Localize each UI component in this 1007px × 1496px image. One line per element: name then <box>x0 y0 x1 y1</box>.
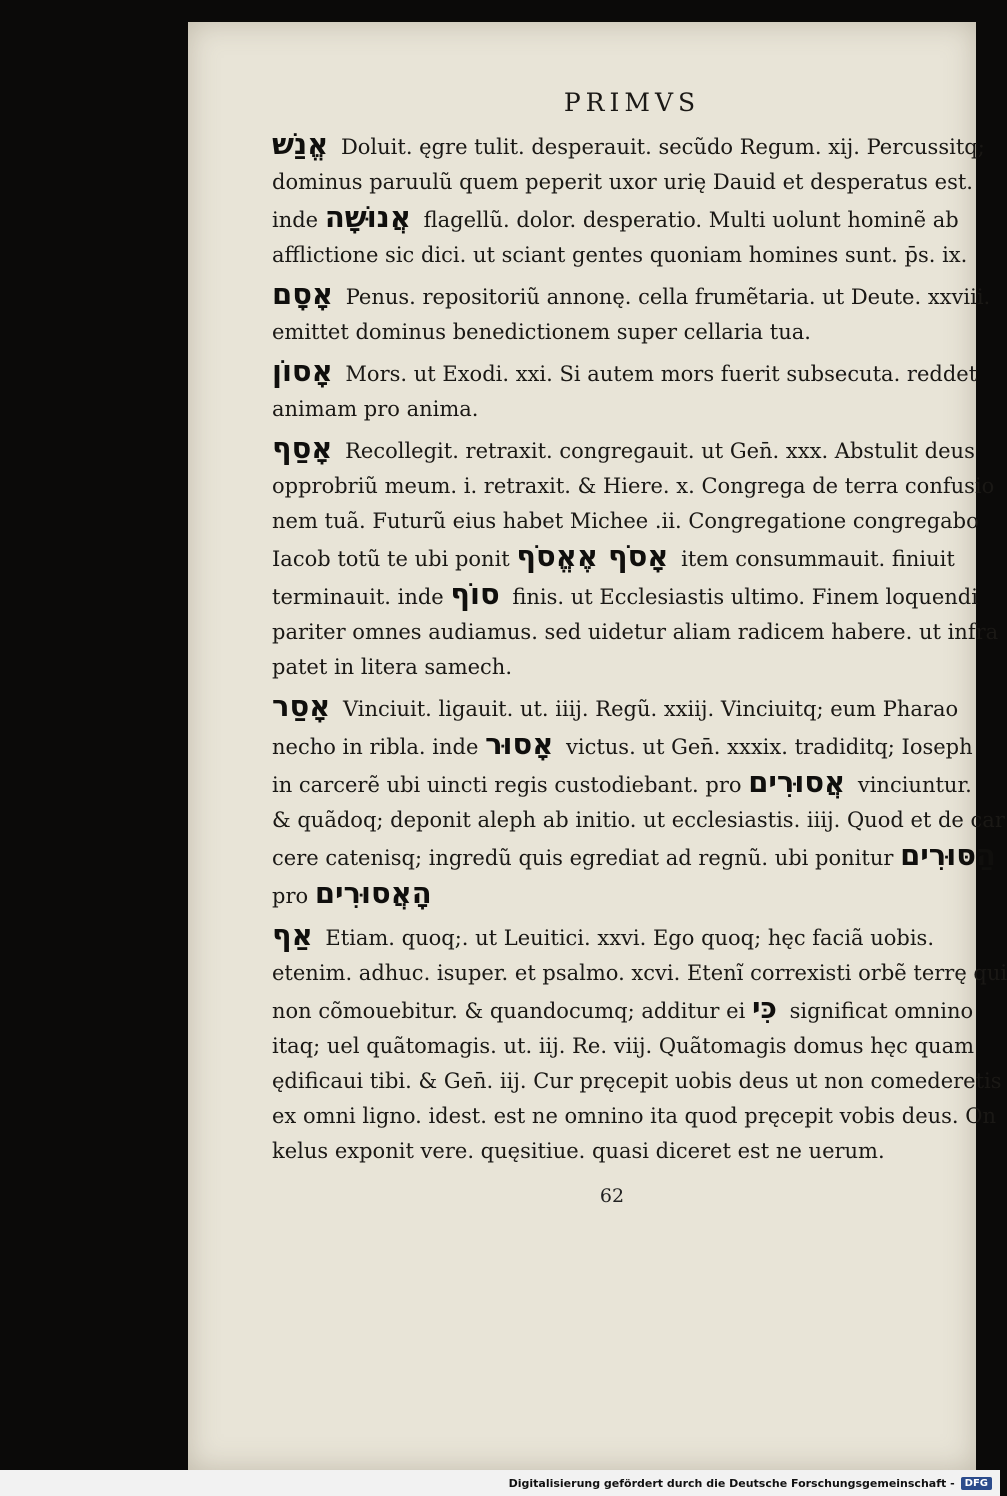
text-line <box>272 238 968 273</box>
text-line <box>272 315 952 350</box>
footer-credit: Digitalisierung gefördert durch die Deutsche Forschungsgemeinschaft - <box>508 1476 955 1490</box>
hebrew-headword: הַסּוּרִים <box>900 838 996 872</box>
latin-text: in carcerẽ ubi uincti regis custodiebant. pro <box>272 773 742 797</box>
hebrew-headword: אָסַר <box>272 689 331 723</box>
latin-text: itaq; uel quãtomagis. ut. iij. Re. viij. Quãtomagis domus hęc quam <box>272 1034 975 1058</box>
latin-text: terminauit. inde <box>272 585 444 609</box>
latin-text: Recollegit. retraxit. congregauit. ut Gen̄. xxx. Abstulit deus <box>345 439 975 463</box>
latin-text: Etiam. quoq;. ut Leuitici. xxvi. Ego quoq; hęc faciã uobis. <box>325 926 935 950</box>
text-line <box>272 1064 1002 1099</box>
text-line <box>272 539 955 577</box>
latin-text: vinciuntur. <box>857 773 972 797</box>
latin-text: Iacob totũ te ubi ponit <box>272 547 510 571</box>
text-line <box>272 431 975 469</box>
entry-spacer <box>272 1169 952 1173</box>
hebrew-headword: אָסַף <box>272 431 333 465</box>
latin-text: animam pro anima. <box>272 397 479 421</box>
latin-text: non cõmouebitur. & quandocumq; additur ei <box>272 999 746 1023</box>
text-line <box>272 577 978 615</box>
latin-text: emittet dominus benedictionem super cellaria tua. <box>272 320 811 344</box>
latin-text: Vinciuit. ligauit. ut. iiij. Regũ. xxiij. Vinciuitq; eum Pharao <box>342 697 959 721</box>
running-head: PRIMVS <box>563 88 701 117</box>
latin-text: finis. ut Ecclesiastis ultimo. Finem loquendi <box>512 585 978 609</box>
text-line <box>272 876 952 914</box>
text-line <box>272 469 995 504</box>
latin-text: necho in ribla. inde <box>272 735 479 759</box>
text-line <box>272 918 952 956</box>
hebrew-headword: אַף <box>272 918 313 952</box>
latin-text: dominus paruulũ quem peperit uxor urię Dauid et desperatus est. <box>272 170 973 194</box>
latin-text: & quãdoq; deponit aleph ab initio. ut ecclesiastis. iiij. Quod et de car <box>272 808 1005 832</box>
latin-text: afflictione sic dici. ut sciant gentes quoniam homines sunt. p̄s. ix. <box>272 243 968 267</box>
lexicon-entry <box>272 127 985 273</box>
hebrew-headword: הָאֲסוּרִים <box>314 876 432 910</box>
text-line <box>272 956 1007 991</box>
lexicon-entry <box>272 277 991 350</box>
text-line <box>272 1099 997 1134</box>
text-line <box>272 392 952 427</box>
text-line <box>272 354 978 392</box>
lexicon-entry <box>272 918 1007 1169</box>
latin-text: inde <box>272 208 319 232</box>
latin-text: nem tuã. Futurũ eius habet Michee .ii. Congregatione congregabo <box>272 509 979 533</box>
lexicon-entries <box>272 127 1007 1173</box>
text-line <box>272 727 973 765</box>
text-line <box>272 1134 952 1169</box>
digitization-footer <box>0 1470 1000 1496</box>
text-line <box>272 277 991 315</box>
hebrew-headword: אֲנוּשָׁה <box>324 200 411 234</box>
latin-text: kelus exponit vere. quęsitiue. quasi diceret est ne uerum. <box>272 1139 885 1163</box>
latin-text: significat omnino <box>789 999 974 1023</box>
dfg-logo: DFG <box>961 1477 992 1490</box>
text-line <box>272 650 952 685</box>
text-line <box>272 838 996 876</box>
latin-text: cere catenisq; ingredũ quis egrediat ad regnũ. ubi ponitur <box>272 846 894 870</box>
text-line <box>272 127 985 165</box>
hebrew-headword: אָסוּר <box>485 727 554 761</box>
latin-text: patet in litera samech. <box>272 655 512 679</box>
text-line <box>272 200 959 238</box>
latin-text: ędificaui tibi. & Gen̄. iij. Cur pręcepit uobis deus ut non comederetis <box>272 1069 1002 1093</box>
latin-text: item consummauit. finiuit <box>681 547 955 571</box>
text-line <box>272 504 979 539</box>
text-line <box>272 165 973 200</box>
book-page <box>188 22 1007 1470</box>
hebrew-headword: אָסָם <box>272 277 334 311</box>
latin-text: pariter omnes audiamus. sed uidetur aliam radicem habere. ut infra <box>272 620 999 644</box>
lexicon-entry <box>272 354 978 427</box>
hebrew-headword: אֲסוּרִים <box>748 765 846 799</box>
latin-text: Mors. ut Exodi. xxi. Si autem mors fuerit subsecuta. reddet <box>345 362 978 386</box>
hebrew-headword: אָסוֹן <box>272 354 333 388</box>
latin-text: pro <box>272 884 309 908</box>
latin-text: victus. ut Gen̄. xxxix. tradiditq; Ioseph <box>566 735 973 759</box>
latin-text: ex omni ligno. idest. est ne omnino ita quod pręcepit vobis deus. On <box>272 1104 997 1128</box>
text-line <box>272 765 972 803</box>
text-line <box>272 615 999 650</box>
text-line <box>272 803 1005 838</box>
hebrew-headword: אָסֹף אֶאֱסֹף <box>516 539 669 573</box>
text-line <box>272 991 974 1029</box>
latin-text: Doluit. ęgre tulit. desperauit. secũdo Regum. xij. Percussitq; <box>340 135 985 159</box>
latin-text: Penus. repositoriũ annonę. cella frumẽtaria. ut Deute. xxviii. <box>345 285 991 309</box>
hebrew-headword: אֱנַשׁ <box>272 127 329 161</box>
latin-text: etenim. adhuc. isuper. et psalmo. xcvi. Etenĩ correxisti orbẽ terrę qui <box>272 961 1007 985</box>
latin-text: opprobriũ meum. i. retraxit. & Hiere. x. Congrega de terra confusio <box>272 474 995 498</box>
text-line <box>272 689 959 727</box>
page-text-block <box>272 88 1007 1207</box>
text-line <box>272 1029 975 1064</box>
latin-text: flagellũ. dolor. desperatio. Multi uolunt hominẽ ab <box>423 208 959 232</box>
folio-number: 62 <box>599 1185 625 1207</box>
lexicon-entry <box>272 689 1005 914</box>
lexicon-entry <box>272 431 999 685</box>
hebrew-headword: סוֹף <box>450 577 500 611</box>
hebrew-headword: כִּי <box>751 991 777 1025</box>
